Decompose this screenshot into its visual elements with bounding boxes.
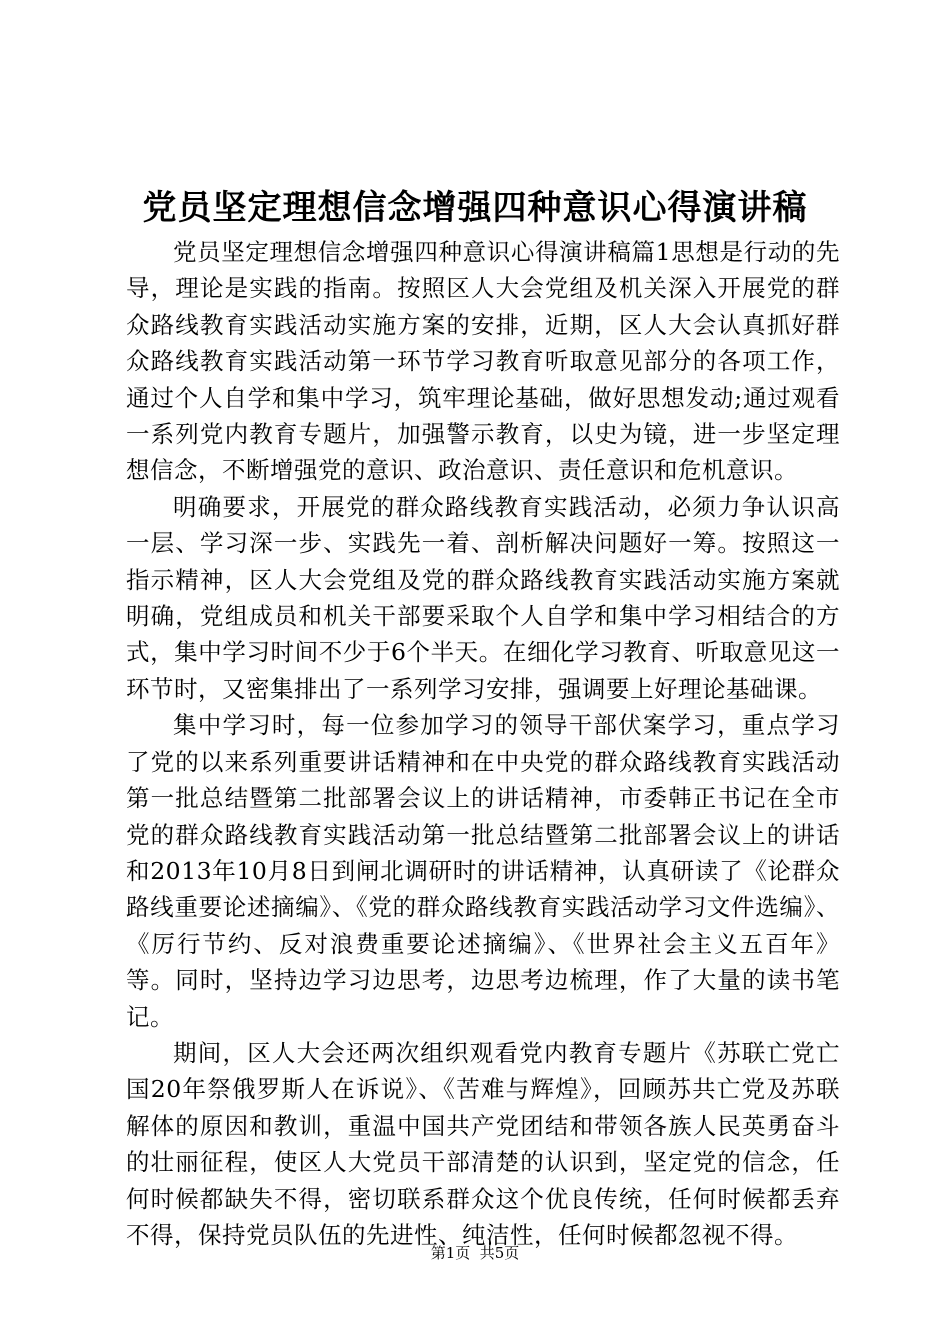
page-footer [0, 1243, 950, 1263]
document-title: 党员坚定理想信念增强四种意识心得演讲稿 [142, 188, 808, 228]
paragraph-4: 期间，区人大会还两次组织观看党内教育专题片《苏联亡党亡国20年祭俄罗斯人在诉说》、《苦难与辉煌》，回顾苏共亡党及苏联解体的原因和教训，重温中国共产党团结和带领各族人民英勇奋斗的壮丽征程，使区人大党员干部清楚的认识到，坚定党的信念，任何时候都缺失不得，密切联系群众这个优良传统，任何时候都丢弃不得，保持党员队伍的先进性、纯洁性，任何时候都忽视不得。 [126, 1038, 840, 1249]
page-number: 第1页 共5页 [430, 1244, 520, 1262]
paragraph-3: 集中学习时，每一位参加学习的领导干部伏案学习，重点学习了党的以来系列重要讲话精神和在中央党的群众路线教育实践活动第一批总结暨第二批部署会议上的讲话精神，市委韩正书记在全市党的群众路线教育实践活动第一批总结暨第二批部署会议上的讲话和2013年10月8日到闸北调研时的讲话精神，认真研读了《论群众路线重要论述摘编》、《党的群众路线教育实践活动学习文件选编》、《厉行节约、反对浪费重要论述摘编》、《世界社会主义五百年》等。同时，坚持边学习边思考，边思考边梳理，作了大量的读书笔记。 [126, 711, 840, 1031]
document-body [126, 234, 840, 1253]
paragraph-1: 党员坚定理想信念增强四种意识心得演讲稿篇1思想是行动的先导，理论是实践的指南。按照区人大会党组及机关深入开展党的群众路线教育实践活动实施方案的安排，近期，区人大会认真抓好群众路线教育实践活动第一环节学习教育听取意见部分的各项工作，通过个人自学和集中学习，筑牢理论基础，做好思想发动;通过观看一系列党内教育专题片，加强警示教育，以史为镜，进一步坚定理想信念，不断增强党的意识、政治意识、责任意识和危机意识。 [126, 238, 840, 485]
paragraph-2: 明确要求，开展党的群众路线教育实践活动，必须力争认识高一层、学习深一步、实践先一着、剖析解决问题好一筹。按照这一指示精神，区人大会党组及党的群众路线教育实践活动实施方案就明确，党组成员和机关干部要采取个人自学和集中学习相结合的方式，集中学习时间不少于6个半天。在细化学习教育、听取意见这一环节时，又密集排出了一系列学习安排，强调要上好理论基础课。 [126, 492, 840, 703]
